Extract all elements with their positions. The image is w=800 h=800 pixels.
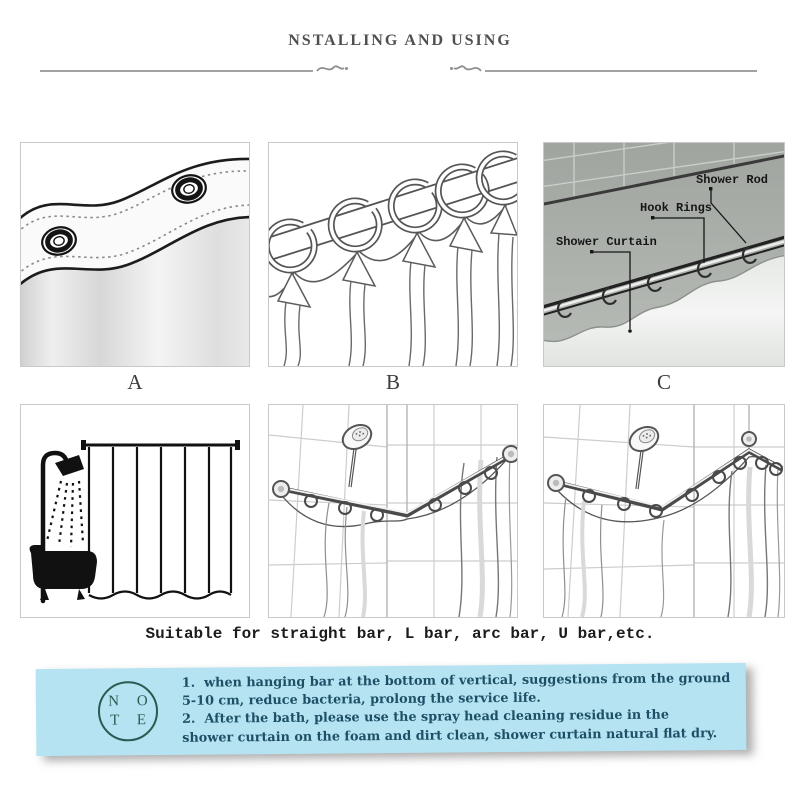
l-bar-illustration [269,405,517,617]
bathtub [30,545,97,600]
handheld-shower [626,422,663,489]
header-divider [40,63,757,79]
panel-a-grommet-closeup [20,142,250,367]
divider-line-left [40,70,313,72]
shower-rod-label: Shower Rod [696,173,769,187]
panel-b-hook-rings [268,142,518,367]
panel-u-bar [543,404,785,618]
note-stamp-row1: N O [108,692,155,709]
panel-c-label: C [656,370,671,394]
divider-line-right [485,70,757,72]
note-stamp-row2: T E [110,712,154,729]
suitable-bars-caption: Suitable for straight bar, L bar, arc bar, U bar,etc. [145,625,655,643]
grommet-curtain-illustration [21,143,249,366]
note-stamp-icon [98,681,159,742]
note-text [182,670,743,748]
flourish-icon [315,62,349,80]
note-item-number: 2. [182,712,196,728]
note-line-text: After the bath, please use the spray head cleaning residue in the [204,707,670,728]
hook-rings [583,457,782,517]
note-line-text: when hanging bar at the bottom of vertical, suggestions from the ground [204,671,731,691]
flourish-icon [449,62,483,80]
u-bar-illustration [544,405,784,617]
curtain-folds [562,465,780,617]
note-box [36,663,747,756]
panel-bathtub-straight-bar [20,404,250,618]
hook-rings-illustration [269,143,517,366]
handheld-shower [339,420,376,487]
panel-a-label: A [127,370,143,394]
water-spray [47,481,83,547]
shower-curtain-label: Shower Curtain [556,235,657,249]
note-line-text: shower curtain on the foam and dirt clean, shower curtain natural flat dry. [182,725,718,746]
curtain-top-sag [283,457,509,527]
panel-c-labeled-parts [543,142,785,367]
panel-b-label: B [385,370,400,394]
bathtub-illustration [21,405,249,617]
hook-rings-label: Hook Rings [640,201,713,215]
curtain [89,447,231,599]
panel-l-bar [268,404,518,618]
page-title: NSTALLING AND USING [288,32,512,49]
note-item-number: 1. [181,675,196,691]
labeled-parts-illustration [544,143,784,366]
note-line-text: 5-10 cm, reduce bacteria, prolong the service life. [181,690,541,710]
